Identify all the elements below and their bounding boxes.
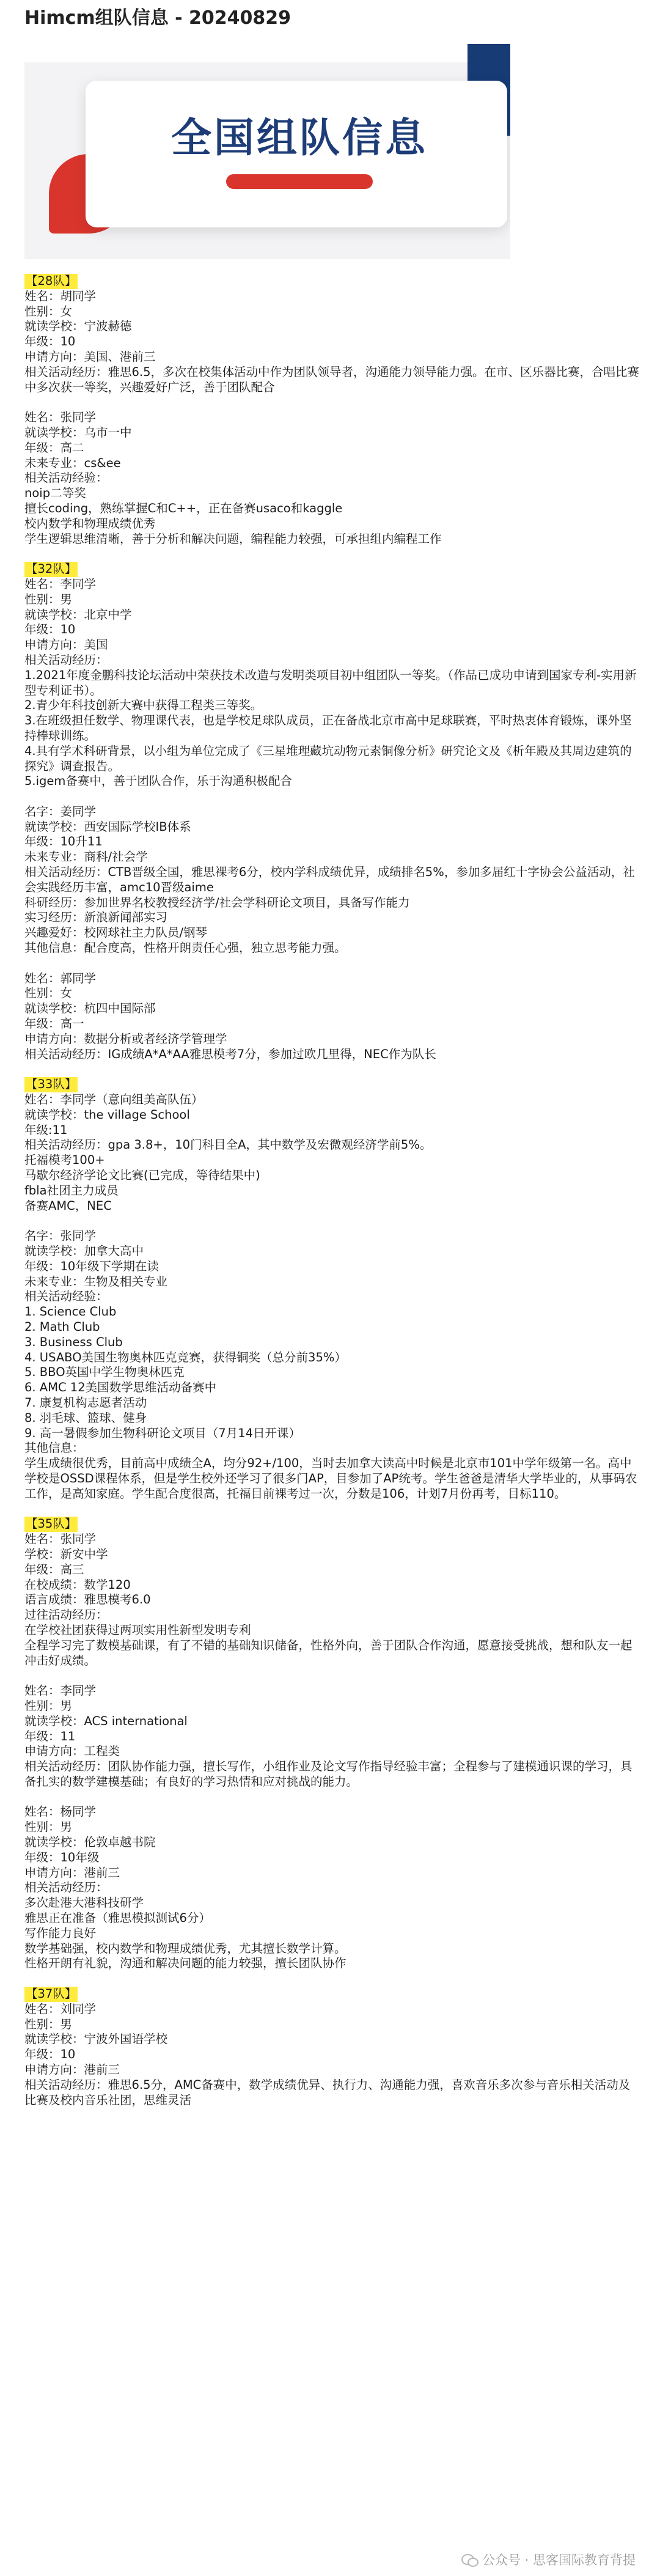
profile-line: 名字：姜同学 (24, 804, 97, 819)
profile-line: 性别：女 (24, 304, 73, 318)
profile-line: 就读学校：西安国际学校IB体系 (24, 819, 191, 834)
profile-line: 未来专业：生物及相关专业 (24, 1274, 168, 1289)
profile-line: 写作能力良好 (24, 1926, 97, 1940)
person-gap (24, 1790, 642, 1805)
person-profile (24, 971, 642, 1062)
profile-line: 相关活动经历： (24, 652, 108, 667)
team-header (24, 562, 642, 577)
profile-line: 其他信息： (24, 1441, 84, 1455)
profile-line: 性别：男 (24, 1698, 73, 1713)
person-profile (24, 2002, 642, 2108)
profile-line: 就读学校：乌市一中 (24, 425, 132, 440)
profile-line: 就读学校：杭四中国际部 (24, 1001, 156, 1016)
profile-line: 就读学校：加拿大高中 (24, 1244, 144, 1258)
profile-line: 年级:11 (24, 1122, 68, 1137)
profile-line: 多次赴港大港科技研学 (24, 1896, 144, 1910)
team-label: 【28队】 (26, 274, 77, 288)
person-profile (24, 1229, 642, 1501)
profile-line: 实习经历：新浪新闻部实习 (24, 910, 168, 925)
profile-line: 相关活动经历：CTB晋级全国，雅思裸考6分，校内学科成绩优异，成绩排名5%，参加多届红十字协会公益活动，社会实践经历丰富，amc10晋级aime (24, 865, 635, 894)
person-gap (24, 1213, 642, 1229)
profile-line: 名字：张同学 (24, 1229, 97, 1243)
profile-line: 姓名：杨同学 (24, 1805, 97, 1819)
profile-line: 雅思正在准备（雅思模拟测试6分） (24, 1911, 211, 1926)
page-title: Himcm组队信息 - 20240829 (24, 7, 292, 29)
profile-line: 性别：男 (24, 2017, 73, 2031)
team-header (24, 1077, 642, 1092)
profile-line: 年级：10年级下学期在读 (24, 1259, 159, 1273)
wechat-icon (461, 2553, 479, 2566)
profile-line: 相关活动经历：IG成绩A*A*AA雅思模考7分，参加过欧几里得，NEC作为队长 (24, 1047, 436, 1061)
profile-line: 年级：10升11 (24, 834, 103, 849)
section-gap (24, 1971, 642, 1987)
profile-line: 相关活动经历：团队协作能力强，擅长写作，小组作业及论文写作指导经验丰富；全程参与了建模通识课的学习，具备扎实的数学建模基础；有良好的学习热情和应对挑战的能力。 (24, 1759, 632, 1789)
profile-line: 其他信息：配合度高，性格开朗责任心强，独立思考能力强。 (24, 941, 346, 955)
profile-line: 7. 康复机构志愿者活动 (24, 1395, 147, 1410)
profile-line: 擅长coding，熟练掌握C和C++，正在备赛usaco和kaggle (24, 501, 343, 515)
profile-line: 年级：10 (24, 334, 76, 349)
profile-line: 姓名：胡同学 (24, 289, 97, 303)
profile-line: 年级：高二 (24, 440, 84, 455)
profile-line: 性别：男 (24, 592, 73, 606)
profile-line: 就读学校：伦敦卓越书院 (24, 1835, 156, 1850)
profile-line: 兴趣爱好：校网球社主力队员/钢琴 (24, 926, 208, 940)
section-gap (24, 546, 642, 562)
banner-top-bar (24, 44, 510, 62)
profile-line: 申请方向：美国、港前三 (24, 349, 156, 364)
profile-line: 申请方向：数据分析或者经济学管理学 (24, 1031, 227, 1046)
profile-line: 过往活动经历： (24, 1608, 108, 1622)
profile-line: 姓名：刘同学 (24, 2001, 97, 2016)
profile-line: 就读学校：宁波外国语学校 (24, 2032, 168, 2047)
profile-line: 相关活动经历： (24, 1880, 108, 1895)
person-profile (24, 1532, 642, 1668)
profile-line: 全程学习完了数模基础课，有了不错的基础知识储备，性格外向，善于团队合作沟通，愿意接受挑战，想和队友一起冲击好成绩。 (24, 1638, 632, 1668)
profile-line: 姓名：郭同学 (24, 971, 97, 985)
person-profile (24, 1805, 642, 1971)
person-profile (24, 804, 642, 956)
profile-line: 相关活动经验： (24, 1289, 108, 1304)
team-label: 【37队】 (26, 1987, 77, 2001)
profile-line: 9. 高一暑假参加生物科研论文项目（7月14日开课） (24, 1426, 301, 1440)
profile-line: 申请方向：工程类 (24, 1744, 120, 1759)
person-profile (24, 289, 642, 396)
banner-red-bar (226, 174, 373, 189)
profile-line: 就读学校：ACS international (24, 1713, 188, 1728)
profile-line: 托福模考100+ (24, 1153, 105, 1168)
profile-line: 在校成绩：数学120 (24, 1577, 131, 1592)
profile-line: 备赛AMC，NEC (24, 1198, 112, 1213)
watermark-text: 公众号 · 思客国际教育背提 (482, 2553, 636, 2567)
person-gap (24, 956, 642, 971)
profile-line: 8. 羽毛球、篮球、健身 (24, 1410, 147, 1425)
profile-line: 3.在班级担任数学、物理课代表，也是学校足球队成员，正在备战北京市高中足球联赛，平时热衷体育锻炼，课外坚持棒球训练。 (24, 713, 632, 743)
team-header (24, 1517, 642, 1532)
person-profile (24, 577, 642, 789)
profile-line: 姓名：张同学 (24, 1532, 97, 1547)
profile-line: 相关活动经历：雅思6.5分，AMC备赛中，数学成绩优异、执行力、沟通能力强，喜欢音乐多次参与音乐相关活动及比赛及校内音乐社团，思维灵活 (24, 2077, 631, 2107)
profile-line: 在学校社团获得过两项实用性新型发明专利 (24, 1622, 251, 1637)
profile-line: 性格开朗有礼貌，沟通和解决问题的能力较强，擅长团队协作 (24, 1956, 346, 1971)
profile-line: 数学基础强，校内数学和物理成绩优秀，尤其擅长数学计算。 (24, 1941, 346, 1956)
person-profile (24, 1092, 642, 1213)
profile-line: 年级：10 (24, 622, 76, 637)
profile-line: 马歇尔经济学论文比赛(已完成，等待结果中) (24, 1168, 260, 1183)
profile-line: noip二等奖 (24, 486, 86, 501)
team-label: 【32队】 (26, 562, 77, 576)
profile-line: 申请方向：美国 (24, 638, 108, 652)
team-header (24, 274, 642, 289)
person-profile (24, 410, 642, 546)
profile-line: 年级：高三 (24, 1562, 84, 1577)
profile-line: 姓名：李同学（意向组美高队伍） (24, 1092, 204, 1107)
profile-line: 年级：高一 (24, 1017, 84, 1031)
profile-line: fbla社团主力成员 (24, 1183, 119, 1198)
profile-line: 5.igem备赛中，善于团队合作，乐于沟通积极配合 (24, 774, 292, 789)
profile-line: 性别：女 (24, 986, 73, 1001)
profile-line: 姓名：李同学 (24, 1684, 97, 1698)
profile-line: 年级：10年级 (24, 1850, 100, 1864)
person-gap (24, 1668, 642, 1684)
profile-line: 科研经历：参加世界名校教授经济学/社会学科研论文项目，具备写作能力 (24, 895, 410, 910)
profile-line: 年级：10 (24, 2047, 76, 2062)
profile-line: 学生逻辑思维清晰，善于分析和解决问题，编程能力较强，可承担组内编程工作 (24, 531, 442, 546)
profile-line: 未来专业：商科/社会学 (24, 850, 148, 864)
profile-line: 学生成绩很优秀，目前高中成绩全A，均分92+/100，当时去加拿大读高中时候是北京市101中学年级第一名。高中学校是OSSD课程体系，但是学生校外还学习了很多门AP，目参加了AP统考。学生爸爸是清华大学毕业的，从事码农工作，是高知家庭。学生配合度很高，托福目前裸考过一次，分数是106，计划7月份再考，目标110。 (24, 1456, 637, 1501)
section-gap (24, 1062, 642, 1077)
team-label: 【33队】 (26, 1077, 77, 1092)
profile-line: 申请方向：港前三 (24, 1865, 120, 1880)
profile-line: 6. AMC 12美国数学思维活动备赛中 (24, 1380, 217, 1395)
profile-line: 1. Science Club (24, 1305, 117, 1319)
person-profile (24, 1684, 642, 1790)
profile-line: 相关活动经历：gpa 3.8+，10门科目全A，其中数学及宏微观经济学前5%。 (24, 1138, 432, 1152)
profile-line: 就读学校：北京中学 (24, 607, 132, 622)
profile-line: 年级：11 (24, 1729, 76, 1743)
profile-line: 学校：新安中学 (24, 1547, 108, 1561)
profile-line: 1.2021年度金鹏科技论坛活动中荣获技术改造与发明类项目初中组团队一等奖。（作品已成功申请到国家专利-实用新型专利证书）。 (24, 668, 637, 697)
profile-line: 姓名：张同学 (24, 410, 97, 425)
profile-line: 相关活动经验： (24, 471, 108, 485)
profile-line: 4. USABO美国生物奥林匹克竞赛，获得铜奖（总分前35%） (24, 1350, 346, 1364)
person-gap (24, 789, 642, 804)
team-list (24, 274, 642, 2108)
profile-line: 2.青少年科技创新大赛中获得工程类三等奖。 (24, 698, 263, 713)
profile-line: 2. Math Club (24, 1319, 100, 1334)
profile-line: 4.具有学术科研背景，以小组为单位完成了《三星堆理藏坑动物元素铜像分析》研究论文及《析年殿及其周边建筑的探究》调查报告。 (24, 743, 632, 773)
team-header (24, 1987, 642, 2002)
profile-line: 校内数学和物理成绩优秀 (24, 516, 156, 531)
profile-line: 未来专业：cs&ee (24, 455, 121, 470)
profile-line: 就读学校：the village School (24, 1107, 190, 1122)
profile-line: 相关活动经历：雅思6.5，多次在校集体活动中作为团队领导者，沟通能力领导能力强。在市、区乐器比赛，合唱比赛中多次获一等奖，兴趣爱好广泛，善于团队配合 (24, 364, 640, 394)
profile-line: 申请方向：港前三 (24, 2063, 120, 2077)
profile-line: 语言成绩：雅思模考6.0 (24, 1592, 151, 1607)
profile-line: 就读学校：宁波赫德 (24, 319, 132, 334)
banner-image (24, 44, 510, 259)
person-gap (24, 395, 642, 410)
team-label: 【35队】 (26, 1517, 77, 1531)
profile-line: 性别：男 (24, 1820, 73, 1834)
profile-line: 5. BBO英国中学生物奥林匹克 (24, 1365, 185, 1380)
profile-line: 3. Business Club (24, 1334, 123, 1349)
section-gap (24, 1502, 642, 1517)
watermark (461, 2550, 636, 2569)
profile-line: 姓名：李同学 (24, 576, 97, 591)
banner-title: 全国组队信息 (171, 114, 428, 161)
